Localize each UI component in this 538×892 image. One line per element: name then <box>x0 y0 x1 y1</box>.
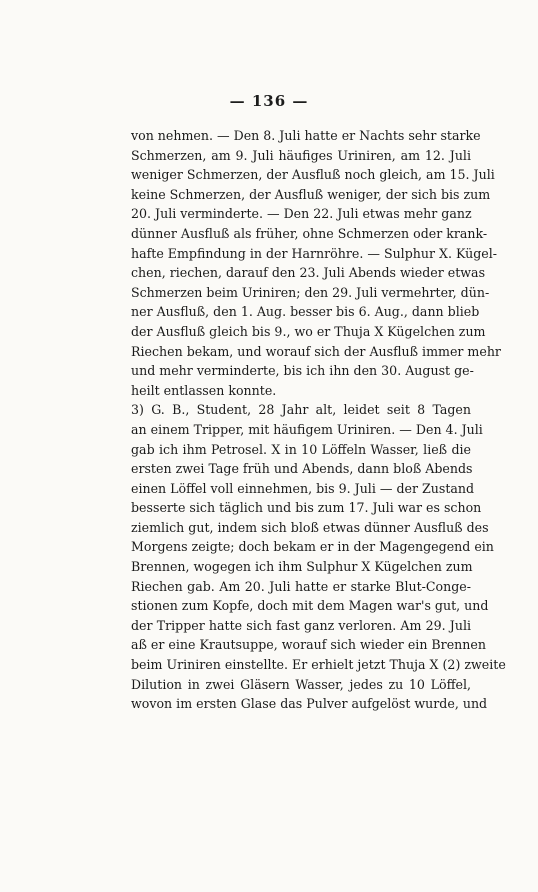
text-line: hafte Empfindung in der Harnröhre. — Sulphur X. Kügel- <box>131 245 498 261</box>
text-line: der Tripper hatte sich fast ganz verloren. Am 29. Juli <box>131 617 471 633</box>
body-text <box>131 126 506 714</box>
text-line: Dilution in zwei Gläsern Wasser, jedes zu 10 Löffel, <box>131 676 471 692</box>
page-number: — 136 — <box>229 92 309 110</box>
text-line: Schmerzen, am 9. Juli häufiges Uriniren, am 12. Juli <box>131 147 471 163</box>
text-line: an einem Tripper, mit häufigem Uriniren. — Den 4. Juli <box>131 421 483 437</box>
text-line: Riechen gab. Am 20. Juli hatte er starke Blut-Conge- <box>131 578 471 594</box>
text-line: einen Löffel voll einnehmen, bis 9. Juli — der Zustand <box>131 480 475 496</box>
text-line: aß er eine Krautsuppe, worauf sich wieder ein Brennen <box>131 637 486 653</box>
text-line: weniger Schmerzen, der Ausfluß noch gleich, am 15. Juli <box>131 167 495 183</box>
text-line: und mehr verminderte, bis ich ihn den 30. August ge- <box>131 363 474 379</box>
text-line: chen, riechen, darauf den 23. Juli Abends wieder etwas <box>131 265 486 281</box>
text-line: ner Ausfluß, den 1. Aug. besser bis 6. Aug., dann blieb <box>131 304 480 320</box>
text-line: Morgens zeigte; doch bekam er in der Magengegend ein <box>131 539 494 555</box>
text-line: stionen zum Kopfe, doch mit dem Magen war's gut, und <box>131 598 489 614</box>
text-line: 3) G. B., Student, 28 Jahr alt, leidet seit 8 Tagen <box>131 402 471 418</box>
text-line: beim Uriniren einstellte. Er erhielt jetzt Thuja X (2) zweite <box>131 657 506 673</box>
text-line: besserte sich täglich und bis zum 17. Juli war es schon <box>131 500 482 516</box>
text-line: ziemlich gut, indem sich bloß etwas dünner Ausfluß des <box>131 519 489 535</box>
text-line: dünner Ausfluß als früher, ohne Schmerzen oder krank- <box>131 225 488 241</box>
text-line: wovon im ersten Glase das Pulver aufgelöst wurde, und <box>131 696 488 712</box>
text-line: der Ausfluß gleich bis 9., wo er Thuja X Kügelchen zum <box>131 323 486 339</box>
text-line: heilt entlassen konnte. <box>131 382 277 398</box>
text-line: 20. Juli verminderte. — Den 22. Juli etwas mehr ganz <box>131 206 472 222</box>
text-line: Riechen bekam, und worauf sich der Ausfluß immer mehr <box>131 343 501 359</box>
text-line: von nehmen. — Den 8. Juli hatte er Nachts sehr starke <box>131 128 481 143</box>
text-line: ersten zwei Tage früh und Abends, dann bloß Abends <box>131 461 473 477</box>
text-line: keine Schmerzen, der Ausfluß weniger, der sich bis zum <box>131 186 491 202</box>
text-line: Brennen, wogegen ich ihm Sulphur X Kügelchen zum <box>131 559 473 575</box>
text-line: Schmerzen beim Uriniren; den 29. Juli vermehrter, dün- <box>131 284 490 300</box>
text-line: gab ich ihm Petrosel. X in 10 Löffeln Wasser, ließ die <box>131 441 471 457</box>
